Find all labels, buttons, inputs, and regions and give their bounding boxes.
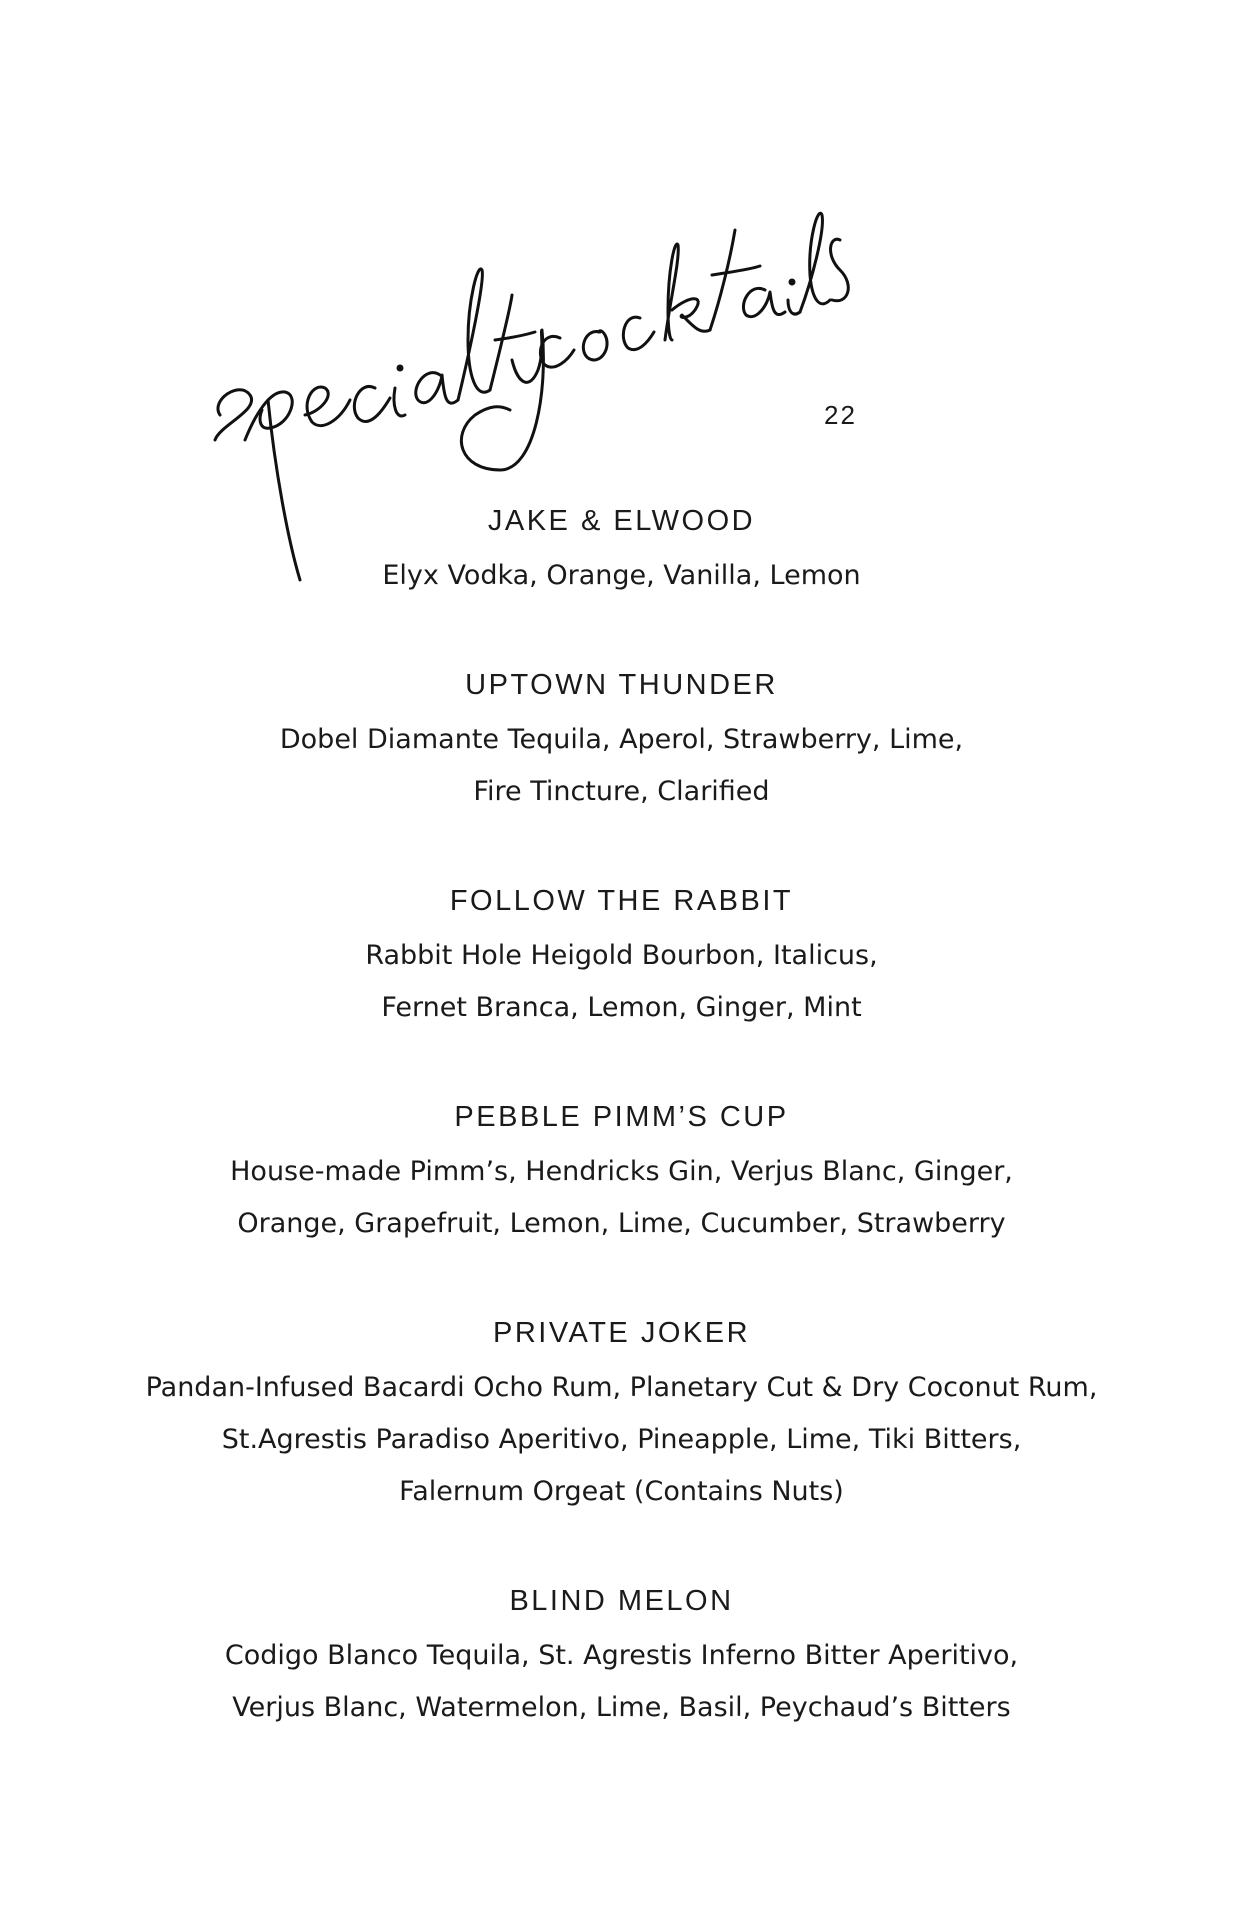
cocktail-item: [0, 660, 1243, 818]
cocktail-ingredients: Fire Tincture, Clarified: [473, 776, 770, 807]
cocktail-name: PEBBLE PIMM’S CUP: [454, 1101, 789, 1133]
cocktail-ingredients: House-made Pimm’s, Hendricks Gin, Verjus Blanc, Ginger,: [230, 1156, 1013, 1187]
cocktail-list: [0, 496, 1243, 1792]
cocktail-name: FOLLOW THE RABBIT: [449, 885, 794, 917]
cocktail-ingredients: Codigo Blanco Tequila, St. Agrestis Inferno Bitter Aperitivo,: [224, 1640, 1019, 1671]
price: 22: [824, 400, 857, 430]
cocktail-ingredients: Pandan-Infused Bacardi Ocho Rum, Planetary Cut & Dry Coconut Rum,: [145, 1372, 1098, 1403]
cocktail-name: UPTOWN THUNDER: [465, 669, 778, 701]
cocktail-item: [0, 1308, 1243, 1518]
cocktail-ingredients: Dobel Diamante Tequila, Aperol, Strawberry, Lime,: [279, 724, 964, 755]
cocktail-name: JAKE & ELWOOD: [487, 505, 756, 537]
cocktail-ingredients: Falernum Orgeat (Contains Nuts): [399, 1476, 844, 1507]
cocktail-item: [0, 1092, 1243, 1250]
cocktail-item: [0, 1576, 1243, 1734]
cocktail-name: BLIND MELON: [509, 1585, 734, 1617]
cocktail-ingredients: Rabbit Hole Heigold Bourbon, Italicus,: [365, 940, 878, 971]
cocktail-item: [0, 876, 1243, 1034]
cocktail-ingredients: Orange, Grapefruit, Lemon, Lime, Cucumber, Strawberry: [237, 1208, 1006, 1239]
cocktail-item: [0, 496, 1243, 602]
cocktail-name: PRIVATE JOKER: [492, 1317, 751, 1349]
cocktail-ingredients: Elyx Vodka, Orange, Vanilla, Lemon: [382, 560, 861, 591]
cocktail-ingredients: Verjus Blanc, Watermelon, Lime, Basil, Peychaud’s Bitters: [232, 1692, 1011, 1723]
cocktail-ingredients: Fernet Branca, Lemon, Ginger, Mint: [381, 992, 862, 1023]
cocktail-ingredients: St.Agrestis Paradiso Aperitivo, Pineapple, Lime, Tiki Bitters,: [221, 1424, 1022, 1455]
